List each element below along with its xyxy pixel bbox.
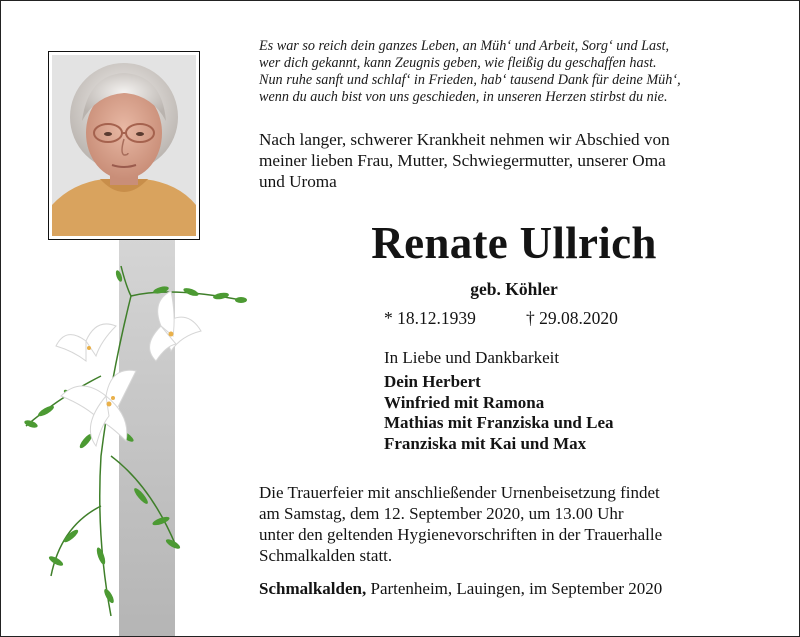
ceremony-line: unter den geltenden Hygienevorschriften in der Trauerhalle bbox=[259, 525, 663, 544]
deceased-name: Renate Ullrich bbox=[371, 218, 657, 268]
ceremony-line: am Samstag, dem 12. September 2020, um 13.00 Uhr bbox=[259, 504, 624, 523]
death-date: † 29.08.2020 bbox=[526, 308, 618, 328]
ceremony-info bbox=[259, 482, 779, 566]
place-main: Schmalkalden, bbox=[259, 579, 367, 598]
family-member: Franziska mit Kai und Max bbox=[384, 433, 587, 453]
place-rest: Partenheim, Lauingen, im September 2020 bbox=[366, 579, 663, 598]
portrait-frame bbox=[48, 51, 200, 240]
poem-line: wenn du auch bist von uns geschieden, in unseren Herzen stirbst du nie. bbox=[259, 89, 668, 105]
ceremony-line: Die Trauerfeier mit anschließender Urnenbeisetzung findet bbox=[259, 483, 660, 502]
intro-line: und Uroma bbox=[259, 172, 337, 191]
poem-line: Nun ruhe sanft und schlaf‘ in Frieden, hab‘ tausend Dank für deine Müh‘, bbox=[259, 72, 681, 88]
farewell-intro bbox=[259, 129, 779, 192]
family-member: Mathias mit Franziska und Lea bbox=[384, 413, 614, 432]
maiden-name: geb. Köhler bbox=[470, 279, 558, 299]
intro-line: meiner lieben Frau, Mutter, Schwiegermutter, unserer Oma bbox=[259, 151, 666, 170]
lily-flower-arrangement bbox=[1, 256, 261, 636]
poem-line: Es war so reich dein ganzes Leben, an Müh‘ und Arbeit, Sorg‘ und Last, bbox=[259, 38, 670, 54]
intro-line: Nach langer, schwerer Krankheit nehmen wir Abschied von bbox=[259, 130, 670, 149]
poem-line: wer dich gekannt, kann Zeugnis geben, wie fleißig du geschaffen hast. bbox=[259, 55, 657, 71]
memorial-poem bbox=[259, 38, 779, 106]
family-member: Dein Herbert bbox=[384, 372, 481, 391]
birth-date: * 18.12.1939 bbox=[384, 308, 476, 328]
ceremony-line: Schmalkalden statt. bbox=[259, 546, 393, 565]
family-intro: In Liebe und Dankbarkeit bbox=[384, 348, 560, 367]
family-list bbox=[384, 372, 614, 454]
family-member: Winfried mit Ramona bbox=[384, 392, 545, 412]
place-and-date bbox=[259, 578, 662, 599]
portrait-photo bbox=[52, 55, 196, 236]
